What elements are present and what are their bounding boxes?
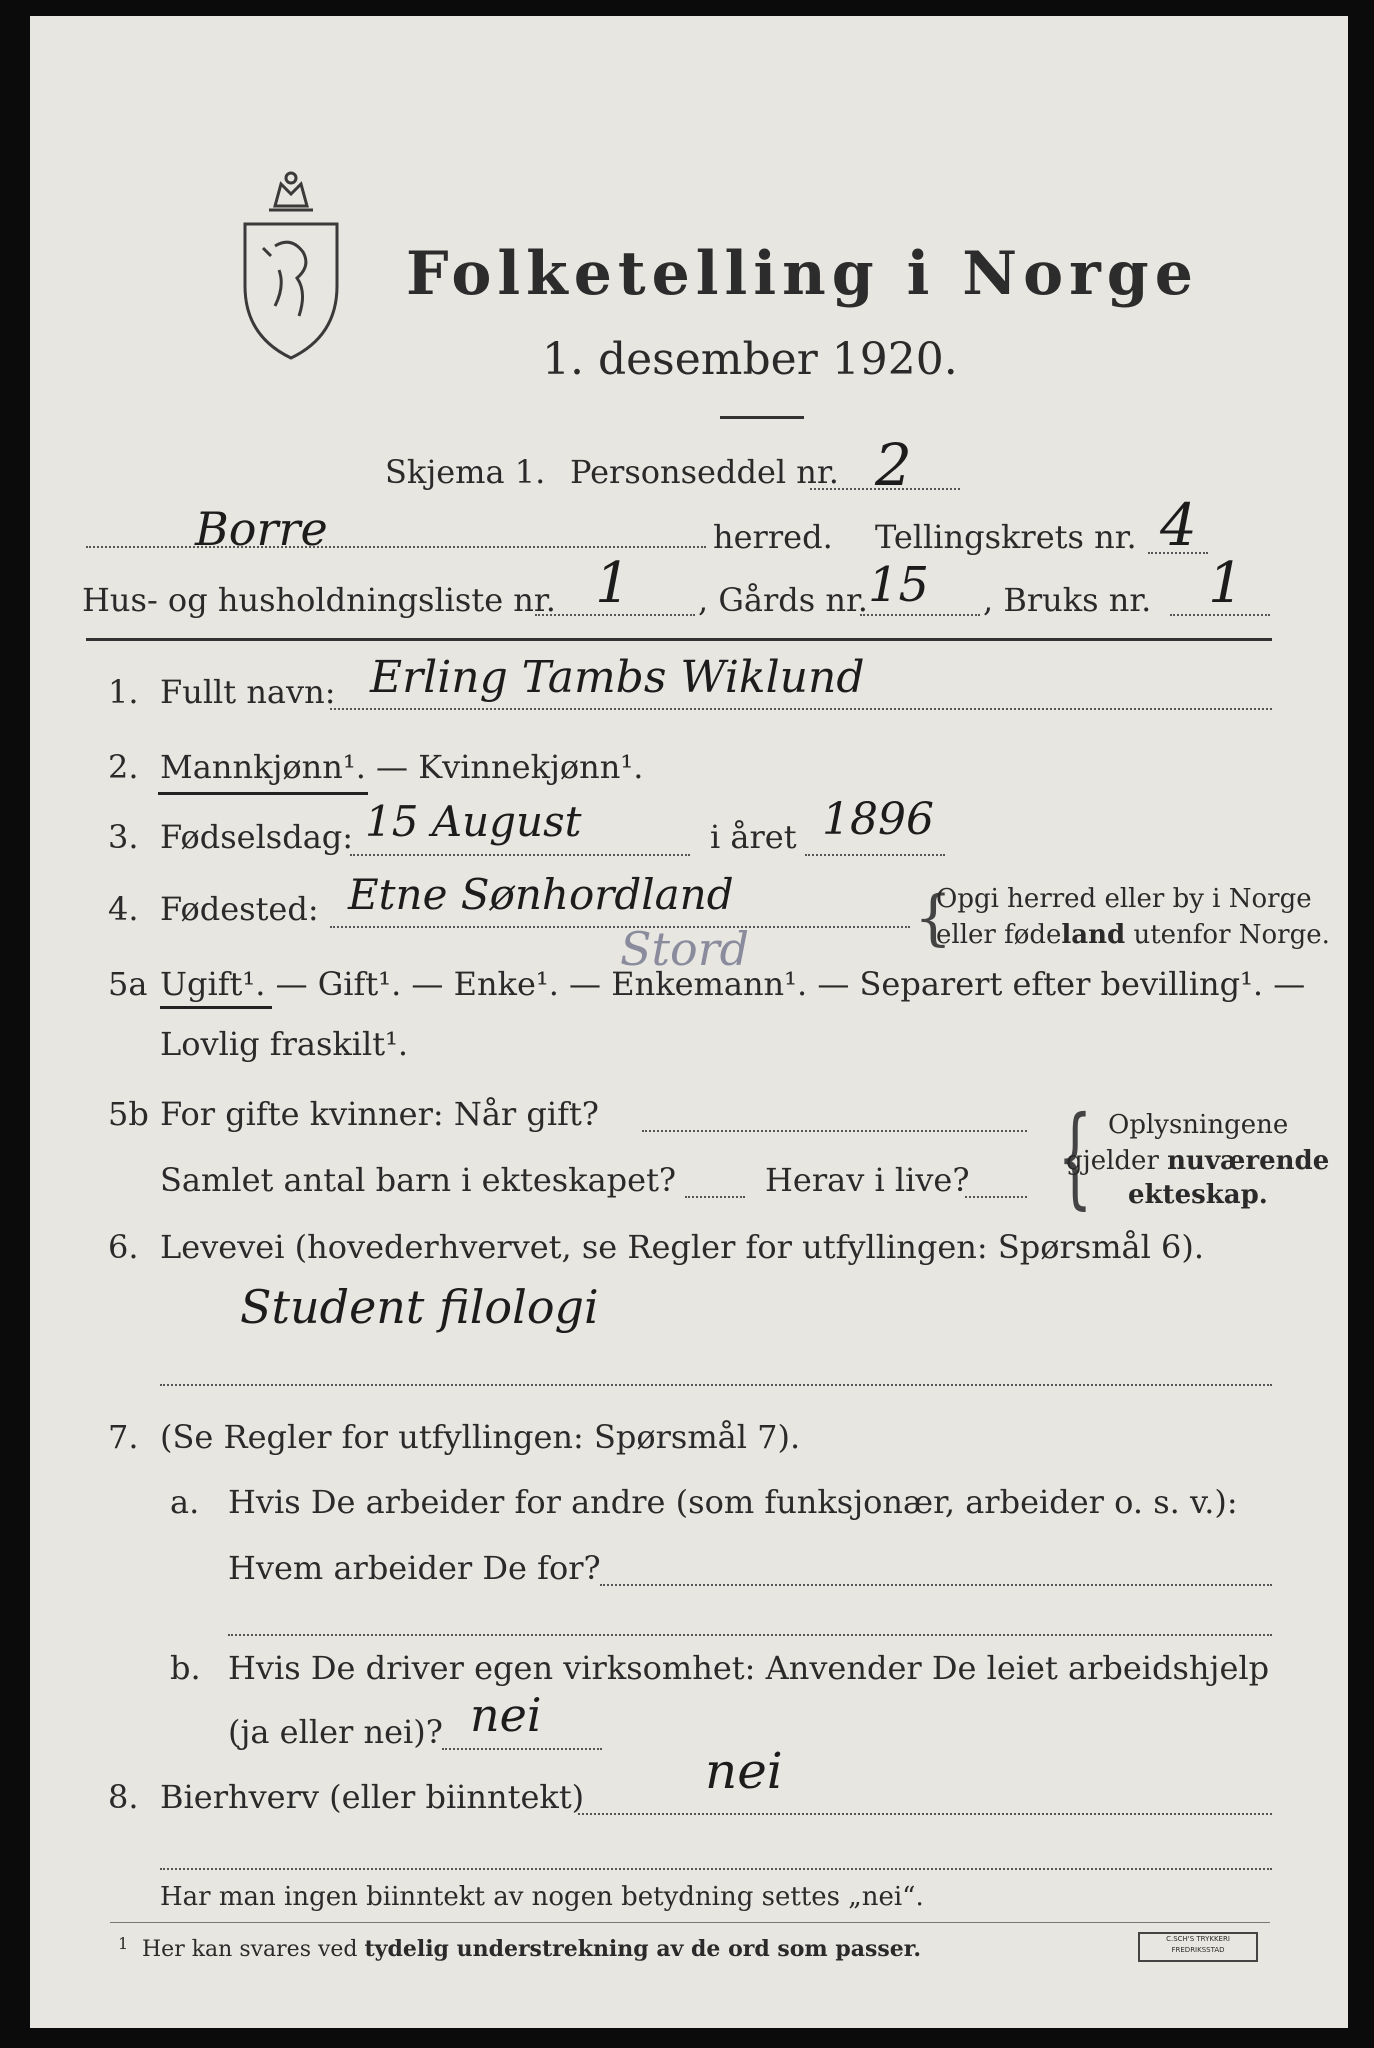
gards-label: , Gårds nr. [698, 581, 868, 619]
q5a-number: 5a [108, 965, 148, 1003]
side-income-line-2 [160, 1868, 1272, 1870]
year-label: i året [710, 818, 797, 856]
bruks-value[interactable]: 1 [1208, 551, 1244, 616]
marital-options-cont: Lovlig fraskilt¹. [160, 1025, 409, 1063]
q5b-children-label: Samlet antal barn i ekteskapet? [160, 1161, 677, 1199]
gender-underline [158, 792, 368, 795]
side-income-value[interactable]: nei [705, 1742, 783, 1800]
printer-mark [1138, 1932, 1258, 1962]
occupation-line [160, 1384, 1272, 1386]
footnote-divider [110, 1922, 1270, 1923]
q4-note-line1: Opgi herred eller by i Norge [936, 884, 1312, 914]
full-name-value[interactable]: Erling Tambs Wiklund [370, 652, 865, 703]
hus-value[interactable]: 1 [595, 551, 631, 616]
q7b-letter: b. [170, 1649, 201, 1687]
q6-number: 6. [108, 1228, 139, 1266]
census-form [30, 16, 1348, 2028]
q8-label: Bierhverv (eller biinntekt) [160, 1778, 585, 1816]
section-divider [86, 638, 1272, 641]
q3-label: Fødselsdag: [160, 818, 354, 856]
q8-number: 8. [108, 1778, 139, 1816]
q5b-brace: { [1057, 1092, 1093, 1220]
q5b-number: 5b [108, 1095, 149, 1133]
side-income-line [578, 1813, 1272, 1815]
coat-of-arms-icon [235, 166, 347, 366]
children-line [685, 1196, 745, 1198]
hired-help-line [442, 1748, 602, 1750]
q5b-alive-label: Herav i live? [765, 1161, 970, 1199]
q3-number: 3. [108, 818, 139, 856]
marital-options: Ugift¹. — Gift¹. — Enke¹. — Enkemann¹. — Separert efter bevilling¹. — [160, 965, 1306, 1003]
year-line [805, 854, 945, 856]
q7b-line2: (ja eller nei)? [228, 1713, 443, 1751]
title-divider [720, 416, 804, 419]
herred-line [86, 546, 706, 548]
footnote-mark: 1 [118, 1934, 129, 1953]
q1-number: 1. [108, 673, 139, 711]
hus-label: Hus- og husholdningsliste nr. [82, 581, 556, 619]
person-nr-value[interactable]: 2 [875, 431, 912, 499]
q4-note-line2: eller fødeland utenfor Norge. [936, 920, 1330, 950]
employer-line-2 [228, 1634, 1272, 1636]
marital-underline [160, 1006, 272, 1009]
birth-year-value[interactable]: 1896 [822, 794, 934, 845]
q2-number: 2. [108, 748, 139, 786]
hired-help-value[interactable]: nei [470, 1688, 542, 1742]
gender-options: Mannkjønn¹. — Kvinnekjønn¹. [160, 748, 644, 786]
q4-number: 4. [108, 890, 139, 928]
q4-label: Fødested: [160, 890, 319, 928]
krets-label: Tellingskrets nr. [875, 518, 1137, 556]
q7-label: (Se Regler for utfyllingen: Spørsmål 7). [160, 1418, 801, 1456]
q7b-line1: Hvis De driver egen virksomhet: Anvender De leiet arbeidshjelp [228, 1649, 1270, 1687]
q7-number: 7. [108, 1418, 139, 1456]
q1-line [330, 708, 1272, 710]
q5b-note1: Oplysningene [1108, 1110, 1289, 1140]
form-title: Folketelling i Norge [406, 239, 1199, 309]
footer-note: Har man ingen biinntekt av nogen betydning settes „nei“. [160, 1882, 924, 1912]
married-when-line [642, 1130, 1027, 1132]
q6-label: Levevei (hovederhvervet, se Regler for utfyllingen: Spørsmål 6). [160, 1228, 1205, 1266]
employer-line [600, 1584, 1272, 1586]
krets-value[interactable]: 4 [1160, 491, 1197, 559]
herred-value[interactable]: Borre [195, 502, 328, 556]
q5b-note2: gjelder nuværende [1066, 1146, 1330, 1176]
printer-mark-text: C.SCH'S TRYKKERI FREDRIKSSTAD [1166, 1935, 1230, 1954]
footnote-text: Her kan svares ved tydelig understrekning av de ord som passer. [142, 1936, 922, 1962]
q4-brace: { [914, 883, 953, 953]
census-date: 1. desember 1920. [542, 334, 958, 385]
bruks-label: , Bruks nr. [983, 581, 1152, 619]
person-nr-label: Personseddel nr. [570, 453, 839, 491]
q5b-line1: For gifte kvinner: Når gift? [160, 1095, 599, 1133]
birthplace-value[interactable]: Etne Sønhordland [348, 870, 734, 919]
q1-label: Fullt navn: [160, 673, 336, 711]
herred-label: herred. [713, 518, 833, 556]
birthplace-overwrite: Stord [620, 922, 750, 976]
gards-line [860, 614, 980, 616]
q3-line [350, 854, 690, 856]
q5b-note3: ekteskap. [1128, 1180, 1268, 1210]
occupation-value[interactable]: Student filologi [240, 1280, 599, 1334]
gards-value[interactable]: 15 [868, 557, 930, 613]
q7a-line1: Hvis De arbeider for andre (som funksjonær, arbeider o. s. v.): [228, 1483, 1238, 1521]
alive-line [965, 1196, 1027, 1198]
q7a-letter: a. [170, 1483, 200, 1521]
q7a-line2: Hvem arbeider De for? [228, 1549, 601, 1587]
birthday-value[interactable]: 15 August [365, 797, 582, 846]
schema-label: Skjema 1. [385, 453, 546, 491]
